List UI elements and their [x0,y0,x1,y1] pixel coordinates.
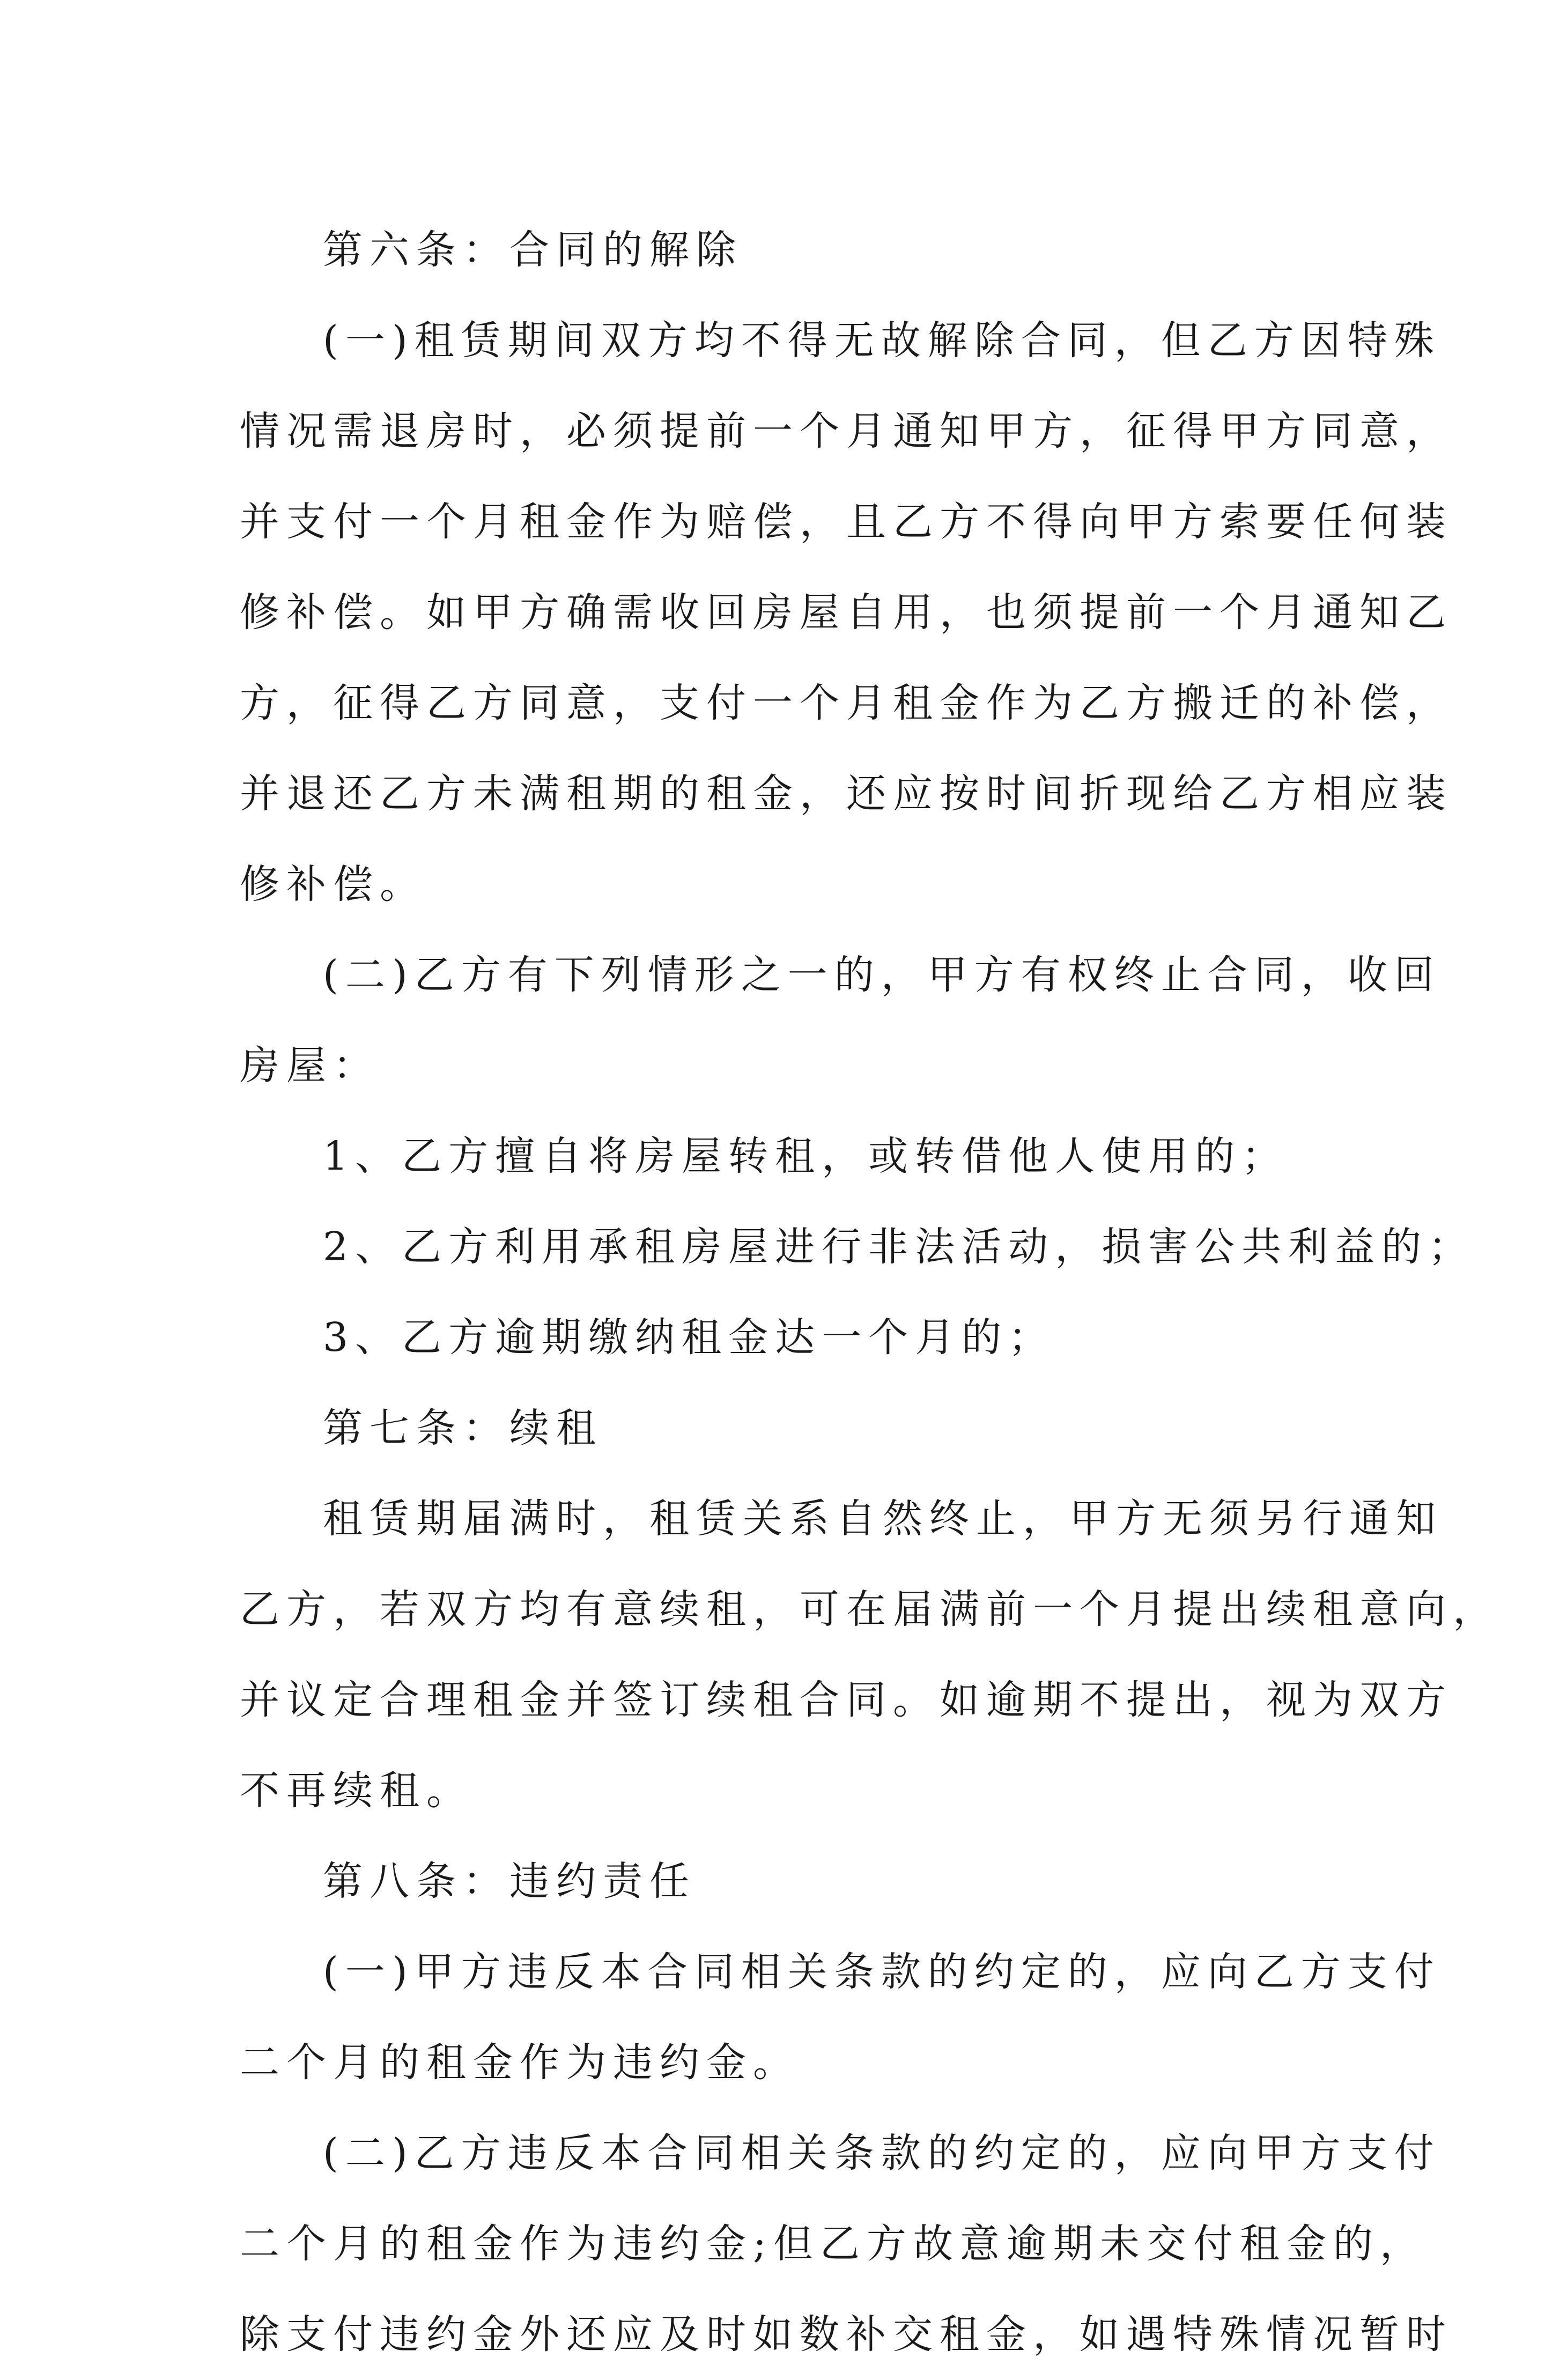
paragraph-line: (二)乙方违反本合同相关条款的约定的，应向甲方支付 [323,2130,1441,2176]
paragraph-line: 并退还乙方未满租期的租金，还应按时间折现给乙方相应装 [240,771,1453,817]
document-body [240,205,1499,2380]
paragraph-line: 方，征得乙方同意，支付一个月租金作为乙方搬迁的补偿， [240,680,1453,726]
paragraph-line: 修补偿。如甲方确需收回房屋自用，也须提前一个月通知乙 [240,589,1453,635]
section-heading-6: 第六条：合同的解除 [323,227,743,273]
paragraph-line: (一)租赁期间双方均不得无故解除合同，但乙方因特殊 [323,317,1441,364]
paragraph-line: 房屋： [240,1043,380,1089]
paragraph-line: 二个月的租金作为违约金。 [240,2039,800,2086]
paragraph-line: (二)乙方有下列情形之一的，甲方有权终止合同，收回 [323,952,1441,998]
list-item: 1、乙方擅自将房屋转租，或转借他人使用的； [323,1133,1289,1179]
paragraph-line: 除支付违约金外还应及时如数补交租金，如遇特殊情况暂时 [240,2311,1453,2357]
section-heading-8: 第八条：违约责任 [323,1858,696,1904]
paragraph-line: 并议定合理租金并签订续租合同。如逾期不提出，视为双方 [240,1677,1453,1723]
paragraph-line: 不再续租。 [240,1768,473,1814]
section-heading-7: 第七条：续租 [323,1405,603,1451]
paragraph-line: (一)甲方违反本合同相关条款的约定的，应向乙方支付 [323,1949,1441,1995]
paragraph-line: 二个月的租金作为违约金;但乙方故意逾期未交付租金的， [240,2221,1427,2267]
list-item: 2、乙方利用承租房屋进行非法活动，损害公共利益的； [323,1224,1475,1270]
paragraph-line: 并支付一个月租金作为赔偿，且乙方不得向甲方索要任何装 [240,499,1453,545]
paragraph-line: 情况需退房时，必须提前一个月通知甲方，征得甲方同意， [240,408,1453,454]
list-item: 3、乙方逾期缴纳租金达一个月的； [323,1314,1055,1361]
paragraph-line: 修补偿。 [240,861,426,907]
paragraph-line: 租赁期届满时，租赁关系自然终止，甲方无须另行通知 [323,1496,1443,1542]
paragraph-line: 乙方，若双方均有意续租，可在届满前一个月提出续租意向， [240,1586,1499,1632]
